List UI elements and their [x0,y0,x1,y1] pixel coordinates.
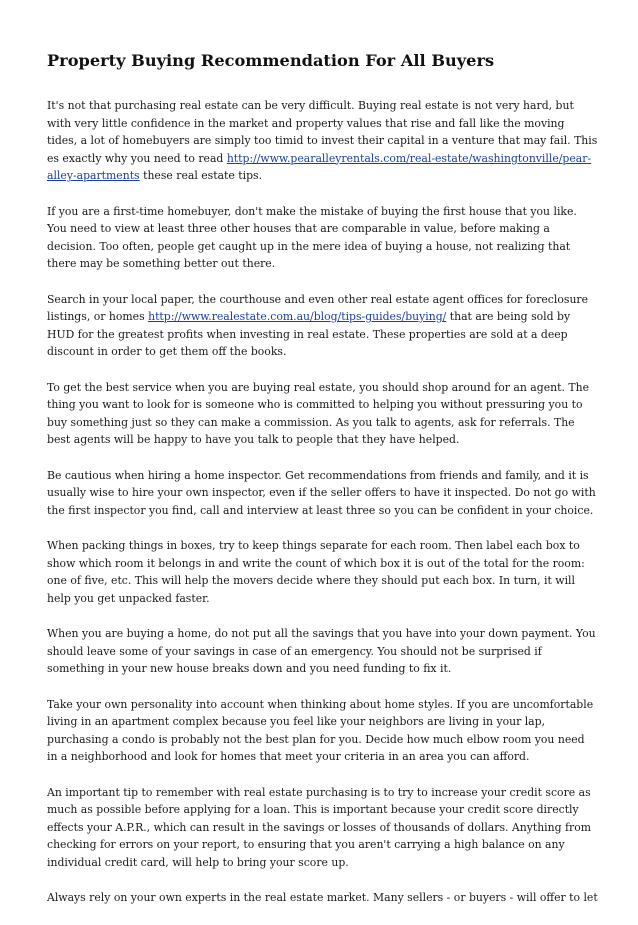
paragraph-text: Take your own personality into account when thinking about home styles. If you are uncomfortable living in an apartment complex because you feel like your neighbors are living in your lap, purchasing a condo is probably not the best plan for you. Decide how much elbow room you need in a neighborhood and look for homes that meet your criteria in an area you can afford. [47,697,594,763]
paragraph-text: It's not that purchasing real estate can be very difficult. Buying real estate is not very hard, but with very little confidence in the market and property values that rise and fall like the moving tides, a lot of homebuyers are simply too timid to invest their capital in a venture that may fail. This es exactly why you need to read [47,99,598,165]
paragraph-text: Always rely on your own experts in the real estate market. Many sellers - or buyers - will offer to let [47,891,598,904]
paragraph-text: If you are a first-time homebuyer, don't make the mistake of buying the first house that you like. You need to view at least three other houses that are comparable in value, before making a decision. Too often, people get caught up in the mere idea of buying a house, not realizing that there may be something better out there. [47,204,577,270]
realestate-link[interactable]: http://www.realestate.com.au/blog/tips-guides/buying/ [148,310,447,323]
paragraph-text: When packing things in boxes, try to keep things separate for each room. Then label each box to show which room it belongs in and write the count of which box it is out of the total for the room: one of five, etc. This will help the movers decide where they should put each box. In turn, it will help you get unpacked faster. [47,539,585,605]
document-page [47,50,598,925]
paragraph-text: these real estate tips. [139,169,263,182]
paragraph-text: Be cautious when hiring a home inspector. Get recommendations from friends and family, and it is usually wise to hire your own inspector, even if the seller offers to have it inspected. Do not go with the first inspector you find, call and interview at least three so you can be confident in your choice. [47,468,596,517]
paragraph-1 [47,97,598,185]
paragraph-10 [47,889,598,907]
paragraph-5 [47,467,598,520]
paragraph-text: that are being sold by HUD for the greatest profits when investing in real estate. These properties are sold at a deep discount in order to get them off the books. [47,310,571,358]
page-title: Property Buying Recommendation For All Buyers [47,51,495,70]
paragraph-text: An important tip to remember with real estate purchasing is to try to increase your credit score as much as possible before applying for a loan. This is important because your credit score directly effects your A.P.R., which can result in the savings or losses of thousands of dollars. Anything from checking for errors on your report, to ensuring that you aren't carrying a high balance on any individual credit card, will help to bring your score up. [47,785,592,869]
paragraph-9 [47,784,598,872]
paragraph-6 [47,537,598,607]
paragraph-text: When you are buying a home, do not put all the savings that you have into your down payment. You should leave some of your savings in case of an emergency. You should not be surprised if something in your new house breaks down and you need funding to fix it. [47,627,596,675]
paragraph-2 [47,203,598,273]
paragraph-3 [47,291,598,361]
pearalley-link[interactable]: http://www.pearalleyrentals.com/real-estate/washingtonville/pear-alley-apartments [47,151,592,182]
paragraph-text: To get the best service when you are buying real estate, you should shop around for an agent. The thing you want to look for is someone who is committed to helping you without pressuring you to buy something just so they can make a commission. As you talk to agents, ask for referrals. The best agents will be happy to have you talk to people that they have helped. [47,380,589,446]
paragraph-7 [47,625,598,678]
paragraph-4 [47,379,598,449]
paragraph-text: Search in your local paper, the courthouse and even other real estate agent offices for foreclosure listings, or homes [47,292,589,323]
paragraph-8 [47,696,598,766]
